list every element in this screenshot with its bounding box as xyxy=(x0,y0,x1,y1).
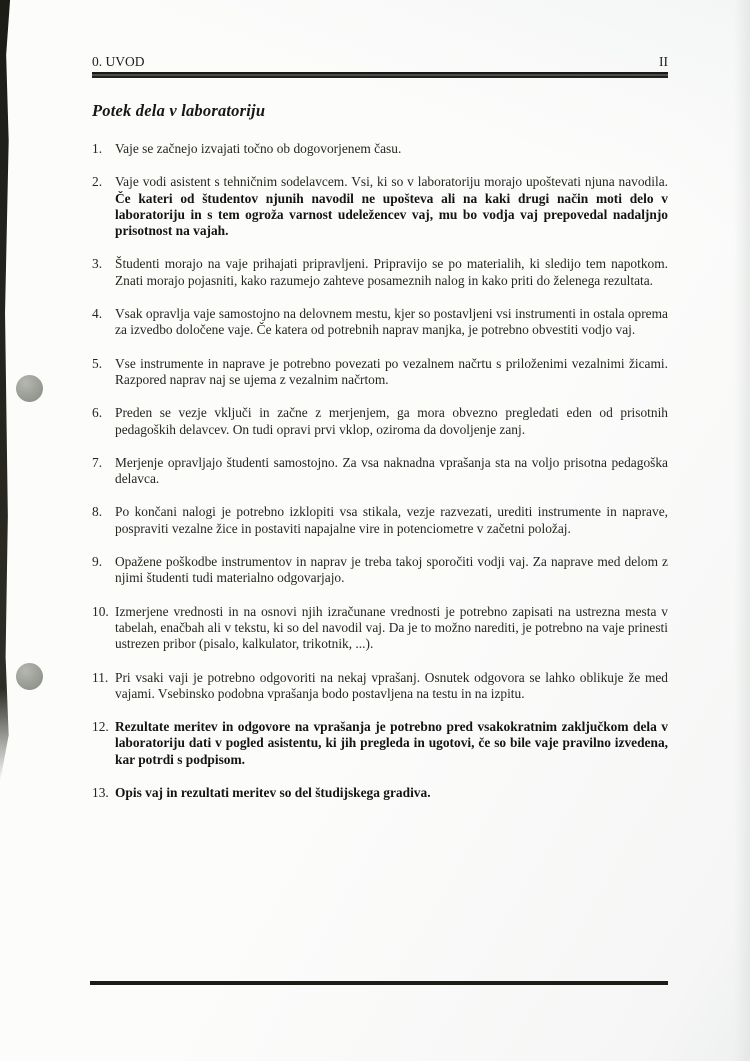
list-item-text: Preden se vezje vključi in začne z merjenjem, ga mora obvezno pregledati eden od prisotnih pedagoških delavcev. On tudi opravi prvi vklop, oziroma da dovoljenje zanj. xyxy=(115,405,668,437)
list-item-text: Vsak opravlja vaje samostojno na delovnem mestu, kjer so postavljeni vsi instrumenti in ostala oprema za izvedbo določene vaje. Če katera od potrebnih naprav manjka, je potrebno obvestiti vodjo vaj. xyxy=(115,306,668,338)
page-content xyxy=(92,54,668,818)
list-item-1 xyxy=(92,141,668,157)
list-item-13 xyxy=(92,785,668,801)
list-item-11 xyxy=(92,670,668,703)
header-rule xyxy=(92,72,668,78)
list-item-text: Rezultate meritev in odgovore na vprašanja je potrebno pred vsakokratnim zaključkom dela v laboratoriju dati v pogled asistentu, ki jih pregleda in ugotovi, če so bile vaje pravilno izvedena, kar potrdi s podpisom. xyxy=(115,719,668,767)
list-item-text: Opažene poškodbe instrumentov in naprav je treba takoj sporočiti vodji vaj. Za naprave med delom z njimi študenti tudi materialno odgovarjajo. xyxy=(115,554,668,586)
list-item-number: 8. xyxy=(92,504,103,520)
list-item-text: Po končani nalogi je potrebno izklopiti vsa stikala, vezje razvezati, urediti instrumente in naprave, pospraviti vezalne žice in postaviti napajalne vire in potenciometre v začetni položaj. xyxy=(115,504,668,536)
list-item-text: Vaje vodi asistent s tehničnim sodelavcem. Vsi, ki so v laboratoriju morajo upoštevati njuna navodila. Če kateri od študentov njunih navodil ne upošteva ali na kaki drugi način moti delo v laboratoriju in s tem ogroža varnost udeležencev vaj, mu bo vodja vaj prepovedal nadaljnjo prisotnost na vajah. xyxy=(115,174,668,239)
list-item-text: Študenti morajo na vaje prihajati pripravljeni. Pripravijo se po materialih, ki sledijo tem napotkom. Znati morajo pojasniti, kako razumejo zahteve posameznih nalog in kako priti do želenega rezultata. xyxy=(115,256,668,288)
list-item-3 xyxy=(92,256,668,289)
header-section-label: 0. UVOD xyxy=(92,54,145,69)
list-item-text: Izmerjene vrednosti in na osnovi njih izračunane vrednosti je potrebno zapisati na ustrezna mesta v tabelah, enačbah ali v tekstu, ki so del navodil vaj. Da je to možno narediti, je potrebno na vaje prinesti ustrezen pribor (pisalo, kalkulator, trikotnik, ...). xyxy=(115,603,668,652)
section-title: Potek dela v laboratoriju xyxy=(92,101,266,120)
list-item-text: Vse instrumente in naprave je potrebno povezati po vezalnem načrtu s priloženimi vezalnimi žicami. Razpored naprav naj se ujema z vezalnim načrtom. xyxy=(115,355,668,387)
list-item-6 xyxy=(92,405,668,438)
scan-right-edge-shadow xyxy=(734,0,750,1061)
list-item-number: 3. xyxy=(92,256,103,272)
punch-hole-bottom xyxy=(16,663,43,690)
list-item-7 xyxy=(92,455,668,488)
page-header xyxy=(92,54,668,70)
list-item-9 xyxy=(92,554,668,587)
list-item-number: 1. xyxy=(92,141,103,156)
lab-rules-list xyxy=(92,141,668,801)
punch-hole-top xyxy=(16,375,43,402)
list-item-number: 9. xyxy=(92,554,103,570)
list-item-text: Pri vsaki vaji je potrebno odgovoriti na nekaj vprašanj. Osnutek odgovora se lahko oblikuje že med vajami. Vsebinsko podobna vprašanja bodo postavljena na testu in na izpitu. xyxy=(115,669,668,701)
list-item-number: 6. xyxy=(92,405,103,421)
list-item-number: 4. xyxy=(92,306,103,322)
list-item-number: 5. xyxy=(92,355,103,371)
scan-left-edge-shadow xyxy=(0,0,14,782)
list-item-2 xyxy=(92,174,668,239)
list-item-8 xyxy=(92,504,668,537)
list-item-number: 13. xyxy=(92,785,109,801)
footer-rule xyxy=(90,981,668,985)
header-page-number: II xyxy=(659,54,668,69)
list-item-number: 10. xyxy=(92,603,109,619)
list-item-text: Opis vaj in rezultati meritev so del študijskega gradiva. xyxy=(115,785,431,801)
list-item-number: 12. xyxy=(92,719,109,735)
list-item-4 xyxy=(92,306,668,339)
list-item-12 xyxy=(92,719,668,768)
list-item-number: 7. xyxy=(92,454,103,470)
list-item-text: Vaje se začnejo izvajati točno ob dogovorjenem času. xyxy=(115,141,402,156)
list-item-10 xyxy=(92,604,668,653)
list-item-text: Merjenje opravljajo študenti samostojno. Za vsa naknadna vprašanja sta na voljo prisotna pedagoška delavca. xyxy=(115,454,668,487)
list-item-5 xyxy=(92,356,668,389)
list-item-number: 2. xyxy=(92,174,103,190)
list-item-number: 11. xyxy=(92,669,109,685)
